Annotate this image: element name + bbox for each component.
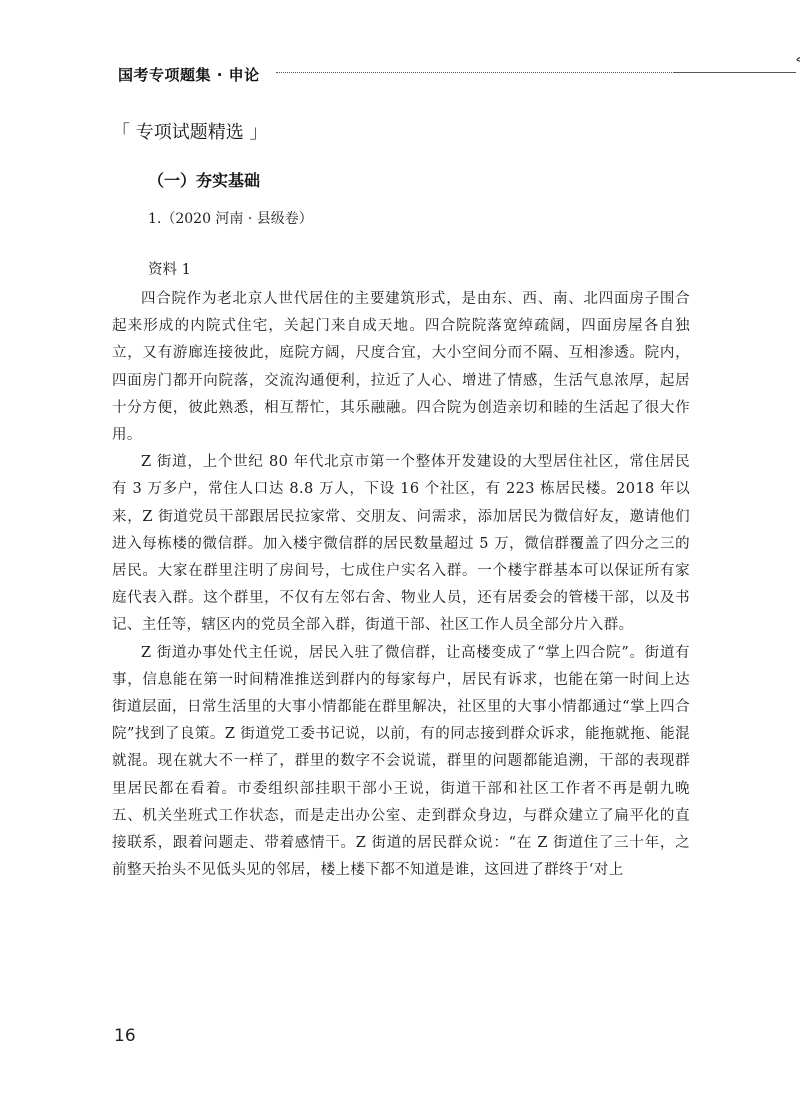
question-number: 1.（2020 河南 · 县级卷） <box>148 211 313 227</box>
material-label: 资料 1 <box>148 262 191 278</box>
sprout-icon <box>794 48 800 72</box>
subsection-heading: （一）夯实基础 <box>148 171 261 190</box>
page-header <box>118 58 708 88</box>
header-solid-rule <box>674 72 796 73</box>
page-number: 16 <box>114 1026 136 1046</box>
body-text <box>112 286 690 884</box>
book-title: 国考专项题集 · 申论 <box>118 66 260 84</box>
paragraph-3: Z 街道办事处代主任说，居民入驻了微信群，让高楼变成了“掌上四合院”。街道有事，信息能在第一时间精准推送到群内的每家每户，居民有诉求，也能在第一时间上达街道层面，日常生活里的大事小情都能在群里解决，社区里的大事小情都通过“掌上四合院”找到了良策。Z 街道党工委书记说，以前，有的同志接到群众诉求，能拖就拖、能混就混。现在就大不一样了，群里的数字不会说谎，群里的问题都能追溯，干部的表现群里居民都在看着。市委组织部挂职干部小王说，街道干部和社区工作者不再是朝九晚五、机关坐班式工作状态，而是走出办公室、走到群众身边，与群众建立了扁平化的直接联系，跟着问题走、带着感情干。Z 街道的居民群众说：“在 Z 街道住了三十年，之前整天抬头不见低头见的邻居，楼上楼下都不知道是谁，这回进了群终于‘对上 <box>112 644 690 879</box>
paragraph-2: Z 街道，上个世纪 80 年代北京市第一个整体开发建设的大型居住社区，常住居民有 3 万多户，常住人口达 8.8 万人，下设 16 个社区，有 223 栋居民楼。2018 年以来，Z 街道党员干部跟居民拉家常、交朋友、问需求，添加居民为微信好友，邀请他们进入每栋楼的微信群。加入楼宇微信群的居民数量超过 5 万，微信群覆盖了四分之三的居民。大家在群里注明了房间号，七成住户实名入群。一个楼宇群基本可以保证所有家庭代表入群。这个群里，不仅有左邻右舍、物业人员，还有居委会的管楼干部，以及书记、主任等，辖区内的党员全部入群，街道干部、社区工作人员全部分片入群。 <box>112 454 690 634</box>
section-heading: 「 专项试题精选 」 <box>112 122 268 143</box>
paragraph-1: 四合院作为老北京人世代居住的主要建筑形式，是由东、西、南、北四面房子围合起来形成的内院式住宅，关起门来自成天地。四合院院落宽绰疏阔，四面房屋各自独立，又有游廊连接彼此，庭院方阔，尺度合宜，大小空间分而不隔、互相渗透。院内，四面房门都开向院落，交流沟通便利，拉近了人心、增进了情感，生活气息浓厚，起居十分方便，彼此熟悉，相互帮忙，其乐融融。四合院为创造亲切和睦的生活起了很大作用。 <box>112 291 690 444</box>
